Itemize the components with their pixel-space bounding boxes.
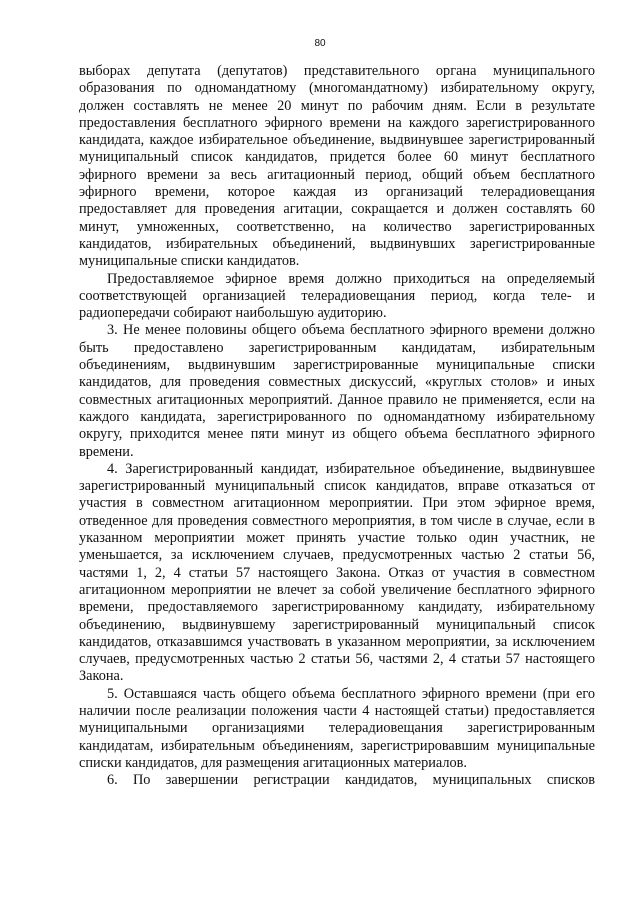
paragraph-airtime-period: Предоставляемое эфирное время должно приходиться на определяемый соответствующей организацией телерадиовещания период, когда теле- и радиопередачи собирают наибольшую аудиторию. [79, 270, 595, 322]
page-number: 80 [314, 38, 326, 49]
paragraph-item-6: 6. По завершении регистрации кандидатов, муниципальных списков [107, 772, 595, 789]
paragraph-item-3: 3. Не менее половины общего объема бесплатного эфирного времени должно быть предоставлено зарегистрированным кандидатам, избирательным объединениям, выдвинувшим зарегистрированные муниципальные списки кандидатов, для проведения совместных дискуссий, «круглых столов» и иных совместных агитационных мероприятий. Данное правило не применяется, если на каждого кандидата, зарегистрированного по одномандатному избирательному округу, приходится менее пяти минут из общего объема бесплатного эфирного времени. [79, 322, 595, 460]
paragraph-item-5: 5. Оставшаяся часть общего объема бесплатного эфирного времени (при его наличии после реализации положения части 4 настоящей статьи) предоставляется муниципальными организациями телерадиовещания зарегистрированным кандидатам, избирательным объединениям, зарегистрировавшим муниципальные списки кандидатов, для размещения агитационных материалов. [79, 685, 595, 771]
document-text [79, 63, 595, 789]
paragraph-item-4: 4. Зарегистрированный кандидат, избирательное объединение, выдвинувшее зарегистрированный муниципальный список кандидатов, вправе отказаться от участия в совместном агитационном мероприятии. При этом эфирное время, отведенное для проведения совместного мероприятия, в том числе в случае, если в указанном мероприятии может принять участие только один участник, не уменьшается, за исключением случаев, предусмотренных частью 2 статьи 56, частями 1, 2, 4 статьи 57 настоящего Закона. Отказ от участия в совместном агитационном мероприятии не влечет за собой увеличение бесплатного эфирного времени, предоставляемого зарегистрированному кандидату, избирательному объединению, выдвинувшему зарегистрированный муниципальный список кандидатов, отказавшимся участвовать в указанном мероприятии, за исключением случаев, предусмотренных частью 2 статьи 56, частями 2, 4 статьи 57 настоящего Закона. [79, 460, 595, 685]
paragraph-continuation: выборах депутата (депутатов) представительного органа муниципального образования по одномандатному (многомандатному) избирательному округу, должен составлять не менее 20 минут по рабочим дням. Если в результате предоставления бесплатного эфирного времени на каждого зарегистрированного кандидата, каждое избирательное объединение, выдвинувшее зарегистрированный муниципальный список кандидатов, придется более 60 минут бесплатного эфирного времени за весь агитационный период, общий объем бесплатного эфирного времени, которое каждая из организаций телерадиовещания предоставляет для проведения агитации, сокращается и должен составлять 60 минут, умноженных, соответственно, на количество зарегистрированных кандидатов, избирательных объединений, выдвинувших зарегистрированные муниципальные списки кандидатов. [79, 63, 595, 270]
